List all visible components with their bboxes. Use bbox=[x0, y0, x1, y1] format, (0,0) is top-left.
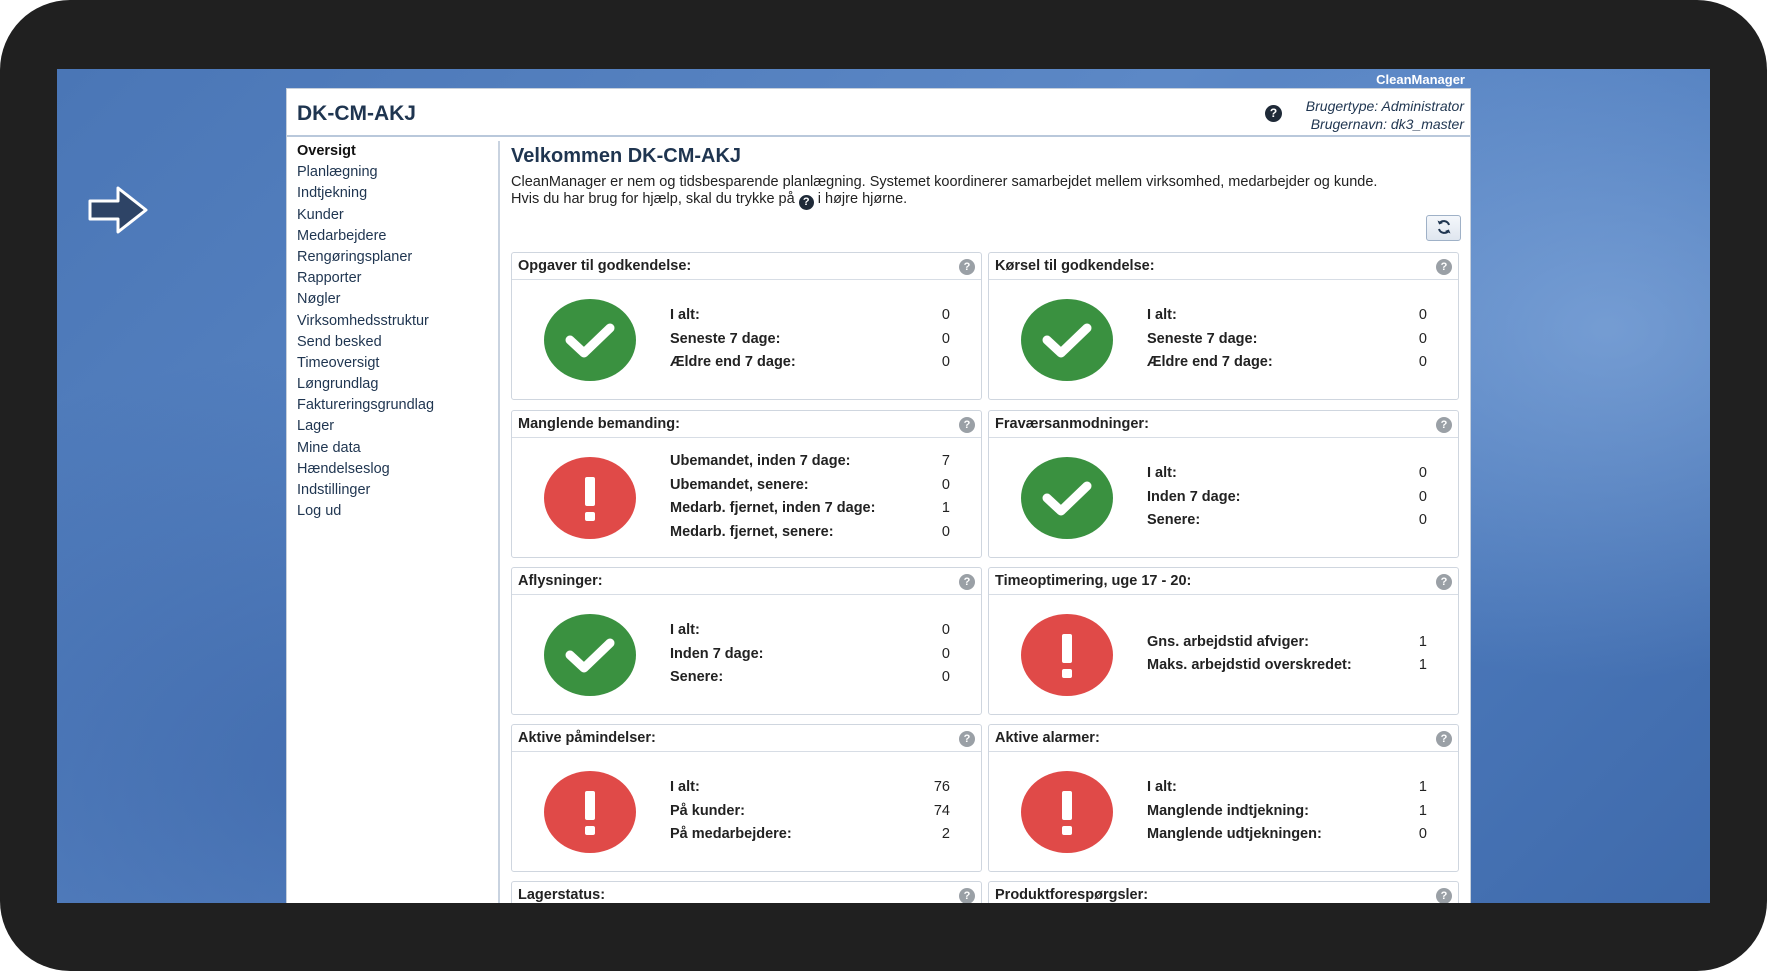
stat-row bbox=[670, 643, 950, 667]
card-stats bbox=[670, 450, 950, 545]
user-name: Brugernavn: dk3_master bbox=[1310, 116, 1464, 132]
stat-row bbox=[670, 474, 950, 498]
stat-row bbox=[1147, 351, 1427, 375]
card-title bbox=[989, 411, 1458, 438]
card-stats bbox=[1147, 462, 1427, 533]
stat-label: Gns. arbejdstid afviger: bbox=[1147, 633, 1309, 650]
stat-row bbox=[670, 351, 950, 375]
stat-row bbox=[670, 497, 950, 521]
stat-row bbox=[670, 666, 950, 690]
card-help-icon[interactable]: ? bbox=[1436, 259, 1452, 275]
card-stats bbox=[670, 304, 950, 375]
user-info bbox=[1306, 97, 1464, 133]
stat-row bbox=[1147, 462, 1427, 486]
sidebar-item[interactable]: Indstillinger bbox=[297, 482, 371, 498]
refresh-button[interactable] bbox=[1426, 215, 1461, 241]
brand-label: CleanManager bbox=[1376, 72, 1465, 87]
stat-row bbox=[670, 328, 950, 352]
sidebar-nav bbox=[297, 141, 497, 522]
stat-value: 0 bbox=[1418, 330, 1427, 347]
stat-label: Maks. arbejdstid overskredet: bbox=[1147, 657, 1352, 674]
stat-label: Ældre end 7 dage: bbox=[670, 354, 796, 371]
check-circle-icon bbox=[544, 299, 636, 381]
help-inline-icon: ? bbox=[799, 195, 814, 210]
sidebar-item[interactable]: Planlægning bbox=[297, 164, 378, 181]
card-title-text: Aktive påmindelser: bbox=[518, 730, 656, 746]
intro-line-1: CleanManager er nem og tidsbesparende planlægning. Systemet koordinerer samarbejdet mellem virksomhed, medarbejder og kunde. bbox=[511, 174, 1378, 190]
stat-label: Ældre end 7 dage: bbox=[1147, 354, 1273, 371]
stat-label: Medarb. fjernet, senere: bbox=[670, 524, 834, 541]
stat-value: 0 bbox=[1418, 306, 1427, 323]
stat-row bbox=[670, 521, 950, 545]
card-title bbox=[512, 568, 981, 595]
stat-label: Inden 7 dage: bbox=[670, 645, 764, 662]
card-title-text: Manglende bemanding: bbox=[518, 416, 680, 432]
stat-value: 0 bbox=[941, 621, 950, 638]
sidebar-item[interactable]: Rapporter bbox=[297, 270, 362, 287]
dashboard-card bbox=[511, 410, 982, 558]
stat-row bbox=[670, 619, 950, 643]
sidebar-item[interactable]: Lager bbox=[297, 418, 335, 435]
card-help-icon[interactable]: ? bbox=[959, 574, 975, 590]
stat-label: På medarbejdere: bbox=[670, 826, 792, 843]
stat-row bbox=[1147, 776, 1427, 800]
stat-label: Manglende indtjekning: bbox=[1147, 802, 1309, 819]
sidebar-item[interactable]: Nøgler bbox=[297, 291, 341, 308]
stat-row bbox=[1147, 509, 1427, 533]
stat-row bbox=[670, 304, 950, 328]
card-stats bbox=[670, 619, 950, 690]
dashboard-card bbox=[988, 567, 1459, 715]
exclamation-circle-icon bbox=[544, 771, 636, 853]
sidebar-divider bbox=[498, 141, 500, 903]
stat-row bbox=[670, 450, 950, 474]
stat-row bbox=[1147, 328, 1427, 352]
stat-value: 0 bbox=[1418, 488, 1427, 505]
card-help-icon[interactable]: ? bbox=[959, 417, 975, 433]
app-title: DK-CM-AKJ bbox=[297, 102, 416, 125]
card-title-text: Produktforespørgsler: bbox=[995, 887, 1149, 903]
card-help-icon[interactable]: ? bbox=[1436, 888, 1452, 903]
stat-label: Senere: bbox=[670, 669, 724, 686]
sidebar-item[interactable]: Medarbejdere bbox=[297, 227, 387, 244]
card-stats bbox=[1147, 631, 1427, 678]
stat-label: På kunder: bbox=[670, 802, 745, 819]
dashboard-card bbox=[511, 567, 982, 715]
sidebar-item[interactable]: Send besked bbox=[297, 333, 382, 350]
stat-value: 76 bbox=[933, 778, 950, 795]
card-title-text: Aktive alarmer: bbox=[995, 730, 1100, 746]
stat-row bbox=[670, 823, 950, 847]
stat-value: 2 bbox=[941, 826, 950, 843]
stat-value: 1 bbox=[1418, 778, 1427, 795]
stat-label: Senere: bbox=[1147, 512, 1201, 529]
stat-label: Seneste 7 dage: bbox=[1147, 330, 1258, 347]
stat-value: 0 bbox=[941, 306, 950, 323]
stat-label: I alt: bbox=[1147, 464, 1177, 481]
stat-value: 0 bbox=[941, 476, 950, 493]
sidebar-item[interactable]: Timeoversigt bbox=[297, 354, 380, 371]
stat-value: 0 bbox=[941, 330, 950, 347]
stat-row bbox=[1147, 654, 1427, 678]
stat-label: Seneste 7 dage: bbox=[670, 330, 781, 347]
stat-label: Inden 7 dage: bbox=[1147, 488, 1241, 505]
sidebar-item[interactable]: Mine data bbox=[297, 439, 361, 456]
card-title-text: Opgaver til godkendelse: bbox=[518, 258, 692, 274]
card-title bbox=[512, 253, 981, 280]
stat-row bbox=[1147, 486, 1427, 510]
card-title bbox=[512, 725, 981, 752]
dashboard-card bbox=[988, 410, 1459, 558]
stat-value: 0 bbox=[941, 354, 950, 371]
stat-value: 0 bbox=[941, 669, 950, 686]
stat-label: Medarb. fjernet, inden 7 dage: bbox=[670, 500, 876, 517]
stat-label: I alt: bbox=[670, 778, 700, 795]
dashboard-card bbox=[988, 881, 1459, 903]
check-circle-icon bbox=[1021, 299, 1113, 381]
stat-value: 1 bbox=[1418, 657, 1427, 674]
stat-label: I alt: bbox=[670, 306, 700, 323]
intro-text bbox=[511, 174, 1462, 210]
card-stats bbox=[1147, 304, 1427, 375]
stat-label: Manglende udtjekningen: bbox=[1147, 826, 1322, 843]
exclamation-circle-icon bbox=[544, 457, 636, 539]
sidebar-item[interactable]: Indtjekning bbox=[297, 185, 368, 202]
card-stats bbox=[670, 776, 950, 847]
stat-label: I alt: bbox=[1147, 306, 1177, 323]
card-help-icon[interactable]: ? bbox=[959, 888, 975, 903]
card-title bbox=[989, 568, 1458, 595]
stat-row bbox=[1147, 823, 1427, 847]
card-title-text: Fraværsanmodninger: bbox=[995, 416, 1149, 432]
stat-value: 0 bbox=[1418, 464, 1427, 481]
stat-row bbox=[1147, 304, 1427, 328]
card-title-text: Aflysninger: bbox=[518, 573, 603, 589]
stat-value: 1 bbox=[1418, 633, 1427, 650]
sidebar-item[interactable]: Oversigt bbox=[297, 143, 356, 159]
dashboard-card bbox=[988, 724, 1459, 872]
card-title-text: Lagerstatus: bbox=[518, 887, 606, 903]
dashboard-card bbox=[511, 252, 982, 400]
stat-value: 0 bbox=[1418, 354, 1427, 371]
sidebar-item[interactable]: Log ud bbox=[297, 503, 342, 520]
app-header bbox=[287, 89, 1470, 137]
card-title bbox=[512, 882, 981, 903]
sidebar-item[interactable]: Rengøringsplaner bbox=[297, 248, 413, 265]
stat-value: 0 bbox=[1418, 512, 1427, 529]
dashboard-card bbox=[988, 252, 1459, 400]
stat-label: Ubemandet, inden 7 dage: bbox=[670, 453, 851, 470]
arrow-pointer-icon bbox=[88, 185, 150, 235]
user-type: Brugertype: Administrator bbox=[1305, 98, 1464, 114]
sidebar-item[interactable]: Løngrundlag bbox=[297, 376, 379, 393]
stat-row bbox=[670, 776, 950, 800]
page-title: Velkommen DK-CM-AKJ bbox=[511, 145, 742, 167]
stat-value: 1 bbox=[941, 500, 950, 517]
intro-line-2a: Hvis du har brug for hjælp, skal du trykke på bbox=[511, 191, 795, 207]
card-help-icon[interactable]: ? bbox=[959, 259, 975, 275]
stat-value: 0 bbox=[1418, 826, 1427, 843]
screen bbox=[57, 69, 1710, 903]
sidebar-item[interactable]: Kunder bbox=[297, 206, 344, 223]
card-help-icon[interactable]: ? bbox=[1436, 574, 1452, 590]
card-title-text: Timeoptimering, uge 17 - 20: bbox=[995, 573, 1192, 589]
stat-value: 0 bbox=[941, 524, 950, 541]
card-help-icon[interactable]: ? bbox=[959, 731, 975, 747]
card-stats bbox=[1147, 776, 1427, 847]
card-title bbox=[989, 725, 1458, 752]
check-circle-icon bbox=[544, 614, 636, 696]
check-circle-icon bbox=[1021, 457, 1113, 539]
sidebar-item[interactable]: Hændelseslog bbox=[297, 460, 390, 477]
card-title bbox=[989, 253, 1458, 280]
stat-value: 74 bbox=[933, 802, 950, 819]
stat-label: Ubemandet, senere: bbox=[670, 476, 809, 493]
card-title bbox=[989, 882, 1458, 903]
refresh-icon bbox=[1436, 219, 1452, 235]
stat-row bbox=[670, 800, 950, 824]
sidebar-item[interactable]: Faktureringsgrundlag bbox=[297, 397, 435, 414]
stat-row bbox=[1147, 800, 1427, 824]
stat-label: I alt: bbox=[670, 621, 700, 638]
card-title bbox=[512, 411, 981, 438]
stat-label: I alt: bbox=[1147, 778, 1177, 795]
dashboard-card bbox=[511, 881, 982, 903]
card-title-text: Kørsel til godkendelse: bbox=[995, 258, 1155, 274]
card-help-icon[interactable]: ? bbox=[1436, 417, 1452, 433]
stat-value: 7 bbox=[941, 453, 950, 470]
stat-value: 1 bbox=[1418, 802, 1427, 819]
app-window bbox=[286, 88, 1471, 903]
intro-line-2b: i højre hjørne. bbox=[817, 191, 908, 207]
dashboard-card bbox=[511, 724, 982, 872]
stat-value: 0 bbox=[941, 645, 950, 662]
card-help-icon[interactable]: ? bbox=[1436, 731, 1452, 747]
stat-row bbox=[1147, 631, 1427, 655]
main-content bbox=[511, 141, 1462, 903]
exclamation-circle-icon bbox=[1021, 614, 1113, 696]
exclamation-circle-icon bbox=[1021, 771, 1113, 853]
intro-line-2 bbox=[511, 191, 1462, 210]
sidebar-item[interactable]: Virksomhedsstruktur bbox=[297, 312, 429, 329]
help-icon[interactable]: ? bbox=[1265, 105, 1282, 122]
